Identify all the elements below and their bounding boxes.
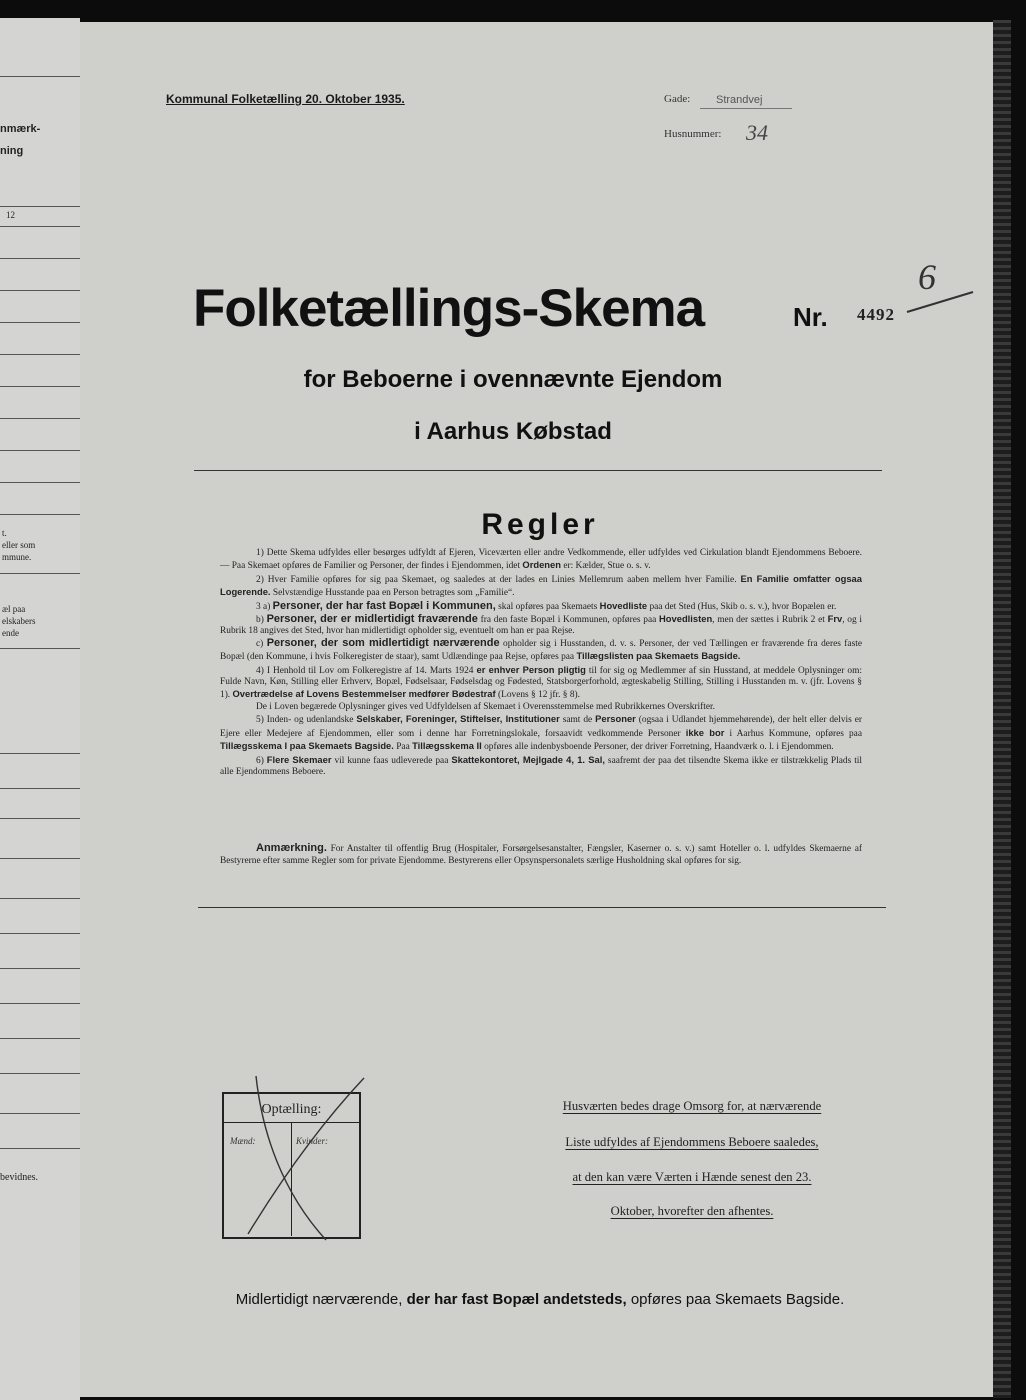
rules-heading: Regler (481, 508, 599, 541)
page-edge (993, 20, 1011, 1398)
left-fragment: ende (2, 628, 19, 638)
left-fragment: elskabers (2, 616, 36, 626)
left-page-strip (0, 18, 80, 1400)
divider (194, 470, 882, 471)
notice-line: Liste udfyldes af Ejendommens Beboere saaledes, (565, 1135, 819, 1149)
divider (198, 907, 886, 908)
street-value: Strandvej (716, 94, 763, 106)
street-field-line (700, 108, 792, 109)
census-header: Kommunal Folketælling 20. Oktober 1935. (166, 92, 405, 106)
count-box-title: Optælling: (261, 1102, 322, 1117)
count-women-label: Kvinder: (296, 1136, 328, 1146)
form-location: i Aarhus Købstad (414, 418, 612, 445)
left-fragment: eller som (2, 540, 36, 550)
left-fragment: t. (2, 528, 7, 538)
note-text: Anmærkning. For Anstalter til offentlig Brug (Hospitaler, Forsørgelsesanstalter, Fængsler, Kaserner o. s. v.) samt Hoteller o. l. udfyldes Skemaerne af Bestyrerne efter samme Regler som for private Ejendomme. Bestyrerens eller Opsynspersonalets særlige Husholdning skal opføres for sig. (220, 842, 862, 866)
cross-out-mark (222, 1072, 372, 1242)
street-label: Gade: (664, 93, 691, 105)
form-number: 4492 (857, 305, 895, 324)
form-title: Folketællings-Skema (193, 279, 705, 338)
rules-text: 1) Dette Skema udfyldes eller besørges udfyldt af Ejeren, Viceværten eller andre Vedkommende, eller udfyldes ved Cirkulation blandt Ejendommens Beboere. — Paa Skemaet opføres de Familier og Personer, der findes i Ejendommen, idet Ordenen er: Kælder, Stue o. s. v. 2) Hver Familie opføres for sig paa Skemaet, og saaledes at der lades en Linies Mellemrum aaben mellem hver Familie. En Familie omfatter ogsaa Logerende. Selvstændige Husstande paa en Person betragtes som „Familie“. 3 a) Personer, der har fast Bopæl i Kommunen, skal opføres paa Skemaets Hovedliste paa det Sted (Hus, Skib o. s. v.), hvor Bopælen er. b) Personer, der er midlertidigt fraværende fra den faste Bopæl i Kommunen, opføres paa Hovedlisten, men der sættes i Rubrik 2 et Frv, og i Rubrik 18 angives det Sted, hvor han midlertidigt opholder sig, eventuelt om han er paa Rejse. c) Personer, der som midlertidigt nærværende opholder sig i Husstanden, d. v. s. Personer, der ved Tællingen er fraværende fra deres faste Bopæl (den Kommune, i hvis Folkeregister de staar), samt Udlændinge paa Rejse, opføres paa Tillægslisten paa Skemaets Bagside. 4) I Henhold til Lov om Folkeregistre af 14. Marts 1924 er enhver Person pligtig til for sig og Medlemmer af sin Husstand, at meddele Oplysninger om: Fulde Navn, Køn, Stilling eller Erhverv, Bopæl, Fødselsaar, Fødselsdag og Fødested, Statsborgerforhold, ægteskabelig Stilling, Stilling i Husstanden m. v. (jfr. Lovens § 1). Overtrædelse af Lovens Bestemmelser medfører Bødestraf (Lovens § 12 jfr. § 8). De i Loven begærede Oplysninger gives ved Udfyldelsen af Skemaet i Overensstemmelse med Rubrikkernes Overskrifter. 5) Inden- og udenlandske Selskaber, Foreninger, Stiftelser, Institutioner samt de Personer (ogsaa i Udlandet hjemmehørende), der helt eller delvis er Ejere eller Medejere af Ejendommen, eller som i denne har Forretningslokale, forsaavidt vedkommende Personer ikke bor i Aarhus Kommune, opføres paa Tillægsskema I paa Skemaets Bagside. Paa Tillægsskema II opføres alle indenbysboende Personer, der driver Forretning, Haandværk o. l. i Ejendommen. 6) Flere Skemaer vil kunne faas udleverede paa Skattekontoret, Mejlgade 4, 1. Sal, saafremt der paa det tilsendte Skema ikke er tilstrækkelig Plads til alle Ejendommens Beboere. (220, 548, 863, 777)
left-fragment: ning (0, 145, 24, 157)
form-nr-label: Nr. (793, 302, 828, 332)
house-number-label: Husnummer: (664, 128, 722, 140)
note-lead: Anmærkning. (256, 842, 327, 854)
left-fragment: mmune. (2, 552, 32, 562)
count-men-label: Mænd: (230, 1136, 256, 1146)
notice-line: Oktober, hvorefter den afhentes. (610, 1204, 774, 1218)
handwritten-stroke (905, 288, 977, 318)
left-fragment: nmærk- (0, 123, 41, 135)
left-fragment: bevidnes. (0, 1172, 39, 1183)
notice-line: at den kan være Værten i Hænde senest den 23. (572, 1170, 812, 1184)
left-fragment: 12 (6, 210, 15, 220)
house-number-value: 34 (746, 120, 768, 145)
left-fragment: æl paa (2, 604, 26, 614)
form-subtitle: for Beboerne i ovennævnte Ejendom (303, 366, 723, 393)
footer-note: Midlertidigt nærværende, der har fast Bopæl andetsteds, opføres paa Skemaets Bagside. (235, 1291, 845, 1308)
notice-line: Husværten bedes drage Omsorg for, at nærværende (562, 1099, 822, 1113)
handwritten-number: 6 (918, 257, 936, 297)
